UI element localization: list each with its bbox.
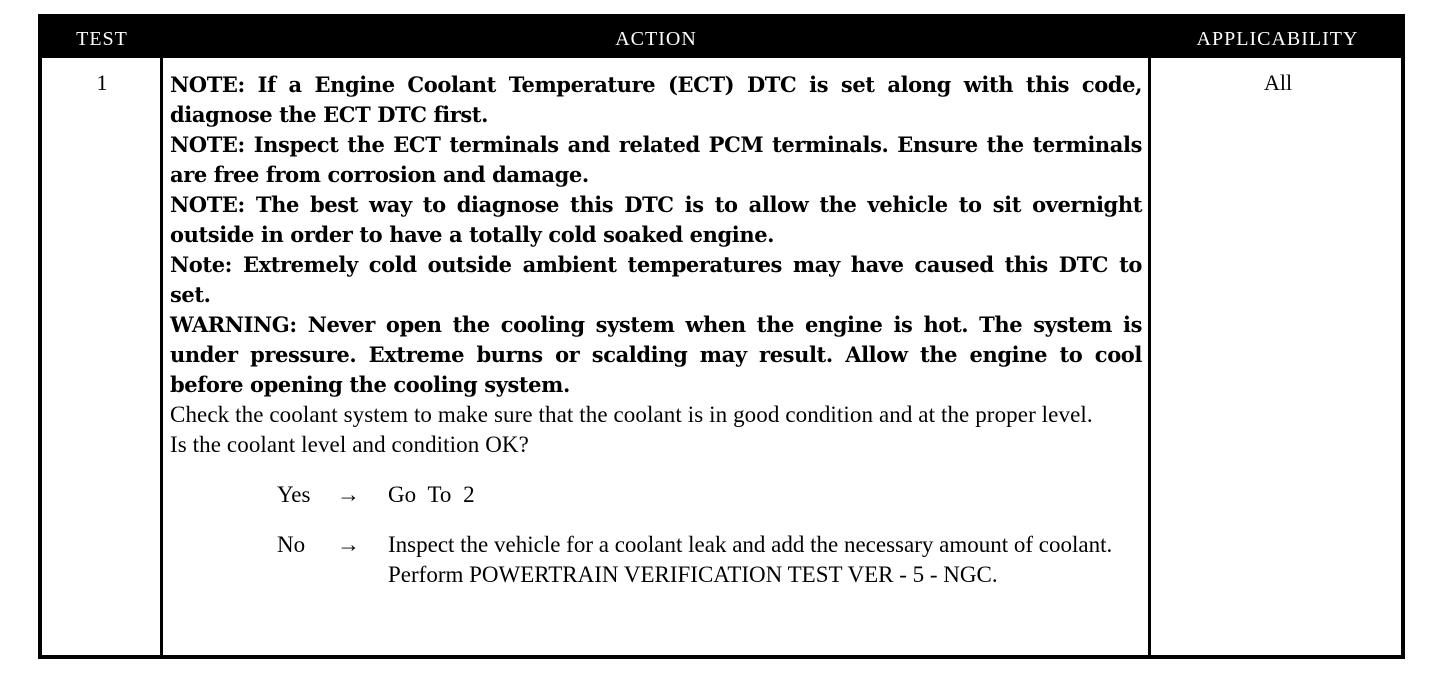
applicability-value: All <box>1263 70 1293 95</box>
note-ect-dtc: NOTE: If a Engine Coolant Temperature (ECT) DTC is set along with this code, diagnose the ECT DTC first. <box>170 72 1142 127</box>
table-header-row <box>42 18 1401 58</box>
note-ambient-temperature: Note: Extremely cold outside ambient temperatures may have caused this DTC to set. <box>170 252 1142 307</box>
diagnostic-test-table <box>38 14 1405 659</box>
question-text: Is the coolant level and condition OK? <box>170 432 529 457</box>
arrow-right-icon: → <box>337 532 360 557</box>
header-applicability: APPLICABILITY <box>1196 28 1359 50</box>
answer-no <box>170 530 1142 590</box>
answer-yes-line: Go To 2 <box>388 482 475 507</box>
header-test: TEST <box>76 28 128 50</box>
answer-yes-label: Yes <box>277 482 311 507</box>
test-number: 1 <box>96 70 108 95</box>
column-divider <box>1148 58 1151 655</box>
answer-no-action <box>388 530 1142 590</box>
answer-yes <box>170 480 1142 510</box>
answer-list <box>170 480 1142 590</box>
note-inspect-terminals: NOTE: Inspect the ECT terminals and related PCM terminals. Ensure the terminals are free from corrosion and damage. <box>170 132 1142 187</box>
header-action: ACTION <box>615 28 697 50</box>
answer-no-line: Inspect the vehicle for a coolant leak and add the necessary amount of coolant. <box>388 532 1113 557</box>
instruction-text: Check the coolant system to make sure that the coolant is in good condition and at the proper level. <box>170 402 1093 427</box>
note-cold-soak: NOTE: The best way to diagnose this DTC is to allow the vehicle to sit overnight outside in order to have a totally cold soaked engine. <box>170 192 1142 247</box>
column-divider <box>160 58 163 655</box>
answer-no-label: No <box>277 532 306 557</box>
warning-cooling-system: WARNING: Never open the cooling system when the engine is hot. The system is under pressure. Extreme burns or scalding may result. Allow the engine to cool before opening the cooling system. <box>170 312 1142 397</box>
answer-no-line: Perform POWERTRAIN VERIFICATION TEST VER - 5 - NGC. <box>388 562 998 587</box>
action-cell <box>170 70 1142 610</box>
answer-yes-action <box>388 480 1142 510</box>
arrow-right-icon: → <box>337 482 360 507</box>
